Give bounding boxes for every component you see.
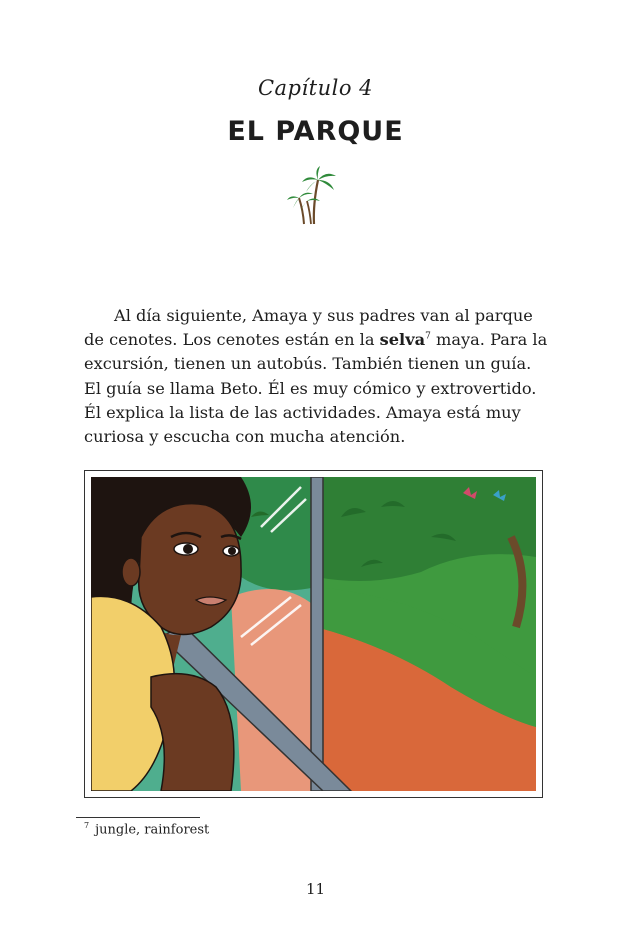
story-paragraph (84, 304, 548, 449)
bold-vocab-word: selva (379, 330, 426, 350)
palm-trees-icon (284, 166, 346, 228)
chapter-title: EL PARQUE (227, 116, 404, 147)
story-illustration (84, 470, 543, 798)
page-number: 11 (305, 880, 326, 898)
footnote-text: jungle, rainforest (95, 822, 210, 838)
footnote-rule (76, 817, 200, 818)
footnote (84, 821, 209, 837)
footnote-number: 7 (84, 821, 90, 830)
chapter-label: Capítulo 4 (257, 76, 374, 100)
story-text-part-2: maya. Para la excursión, tienen un autobús. También tienen un guía. El guía se llama Beto. Él es muy cómico y extrovertido. Él explica la lista de las actividades. Amaya está muy curiosa y escucha con mucha atención. (84, 330, 548, 447)
footnote-reference: 7 (425, 331, 431, 342)
story-text-part-1: Al día siguiente, Amaya y sus padres van al parque de cenotes. Los cenotes están en la (84, 306, 533, 350)
girl-at-bus-window-illustration (91, 477, 536, 791)
story-text (84, 304, 548, 449)
